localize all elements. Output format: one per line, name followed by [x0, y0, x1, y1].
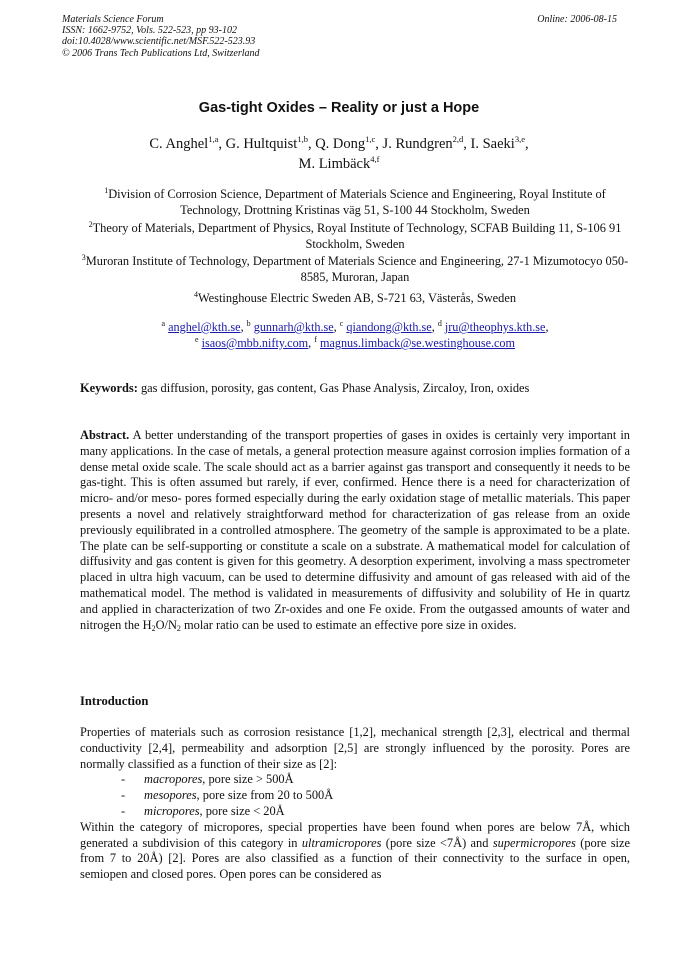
abstract-tail: molar ratio can be used to estimate an effective pore size in oxides.: [180, 617, 517, 632]
email-link-f[interactable]: magnus.limback@se.westinghouse.com: [319, 336, 516, 350]
list-item: - macropores, pore size > 500Å: [121, 772, 630, 788]
abstract: [80, 428, 630, 633]
author: Q. Dong$^{1,c}$,: [315, 134, 383, 152]
author-list: [80, 134, 598, 174]
keywords-text: gas diffusion, porosity, gas content, Gas Phase Analysis, Zircaloy, Iron, oxides: [140, 381, 530, 395]
paper-title: Gas-tight Oxides – Reality or just a Hope: [198, 100, 480, 116]
email-link-a[interactable]: anghel@kth.se: [168, 320, 241, 334]
email-link-d[interactable]: jru@theophys.kth.se: [444, 320, 546, 334]
introduction-body: [80, 725, 630, 883]
intro-paragraph: Within the category of micropores, special properties have been found when pores are below 7Å, which generated a subdivision of this category in ultramicropores (pore size <7Å) and supermicropores (pore size from 7 to 20Å) [2]. Pores are also classified as a function of their connectivity to the surface in open, semiopen and closed pores. Open pores can be considered as: [80, 819, 630, 882]
email-link-e[interactable]: isaos@mbb.nifty.com: [201, 336, 309, 350]
email-link-c[interactable]: qiandong@kth.se: [346, 320, 432, 334]
pore-class-list: [80, 772, 630, 819]
molar-ratio-formula: $H_2O/N_2$: [142, 617, 181, 633]
abstract-text: A better understanding of the transport properties of gases in oxides is certainly very important in many applications. In the case of metals, a general protection measure against corrosion implies formation of a dense metal oxide scale. The scale should act as a barrier against gas transport and consequently it needs to be gas-tight. This is often assumed but rarely, if ever, confirmed. Hence there is a need for characterization of micro- and/or meso- pores formed especially during the early oxidation stage of metallic materials. This paper presents a novel and relatively straightforward method for characterization of gas release from an oxide previously equilibrated in a controlled atmosphere. The geometry of the sample is approximated to be a plate. The plate can be self-supporting or constitute a scale on a substrate. A mathematical model for calculation of diffusivity and gas content is given for this geometry. A desorption experiment, involving a mass spectrometer placed in ultra high vacuum, can be used to determine diffusivity and amount of gas released with aid of the mathematical model. The method is validated in measurements of diffusivity and solubility of He in quartz and applied in characterization of two Zr-oxides and one Fe oxide. From the outgassed amounts of water and nitrogen the: [80, 428, 630, 632]
doi-line: doi:10.4028/www.scientific.net/MSF.522-523.93: [62, 36, 256, 48]
keywords: [80, 380, 630, 396]
author: G. Hultquist$^{1,b}$,: [225, 134, 316, 152]
email-list: $^a$ anghel@kth.se, $^b$ gunnarh@kth.se, $^c$ qiandong@kth.se, $^d$ jru@theophys.kth.se, $^e$ isaos@mbb.nifty.com, $^f$ magnus.limback@se.westinghouse.com: [161, 319, 549, 350]
intro-paragraph: Properties of materials such as corrosion resistance [1,2], mechanical strength [2,3], electrical and thermal conductivity [2,4], permeability and adsorption [2,5] are strongly influenced by the porosity. Pores are normally classified as a function of their size as [2]:: [80, 725, 630, 771]
issn-line: ISSN: 1662-9752, Vols. 522-523, pp 93-102: [62, 25, 237, 37]
author: J. Rundgren$^{2,d}$,: [382, 134, 471, 152]
author: I. Saeki$^{3,e}$,: [470, 134, 529, 152]
keywords-label: Keywords:: [80, 381, 138, 395]
list-item: - mesopores, pore size from 20 to 500Å: [121, 788, 630, 804]
affiliation: $^3$Muroran Institute of Technology, Department of Materials Science and Engineering, 27-1 Mizumotocyo 050-8585, Muroran, Japan: [81, 253, 629, 284]
abstract-label: Abstract.: [80, 428, 130, 442]
affiliation: $^2$Theory of Materials, Department of Physics, Royal Institute of Technology, SCFAB Building 11, S-106 91 Stockholm, Sweden: [88, 219, 622, 251]
affiliation: $^1$Division of Corrosion Science, Department of Materials Science and Engineering, Royal Institute of Technology, Drottning Kristinas väg 51, S-100 44 Stockholm, Sweden: [104, 186, 606, 217]
copyright-line: © 2006 Trans Tech Publications Ltd, Switzerland: [62, 47, 260, 59]
email-link-b[interactable]: gunnarh@kth.se: [253, 320, 334, 334]
journal-header: [62, 14, 617, 59]
introduction-heading: Introduction: [80, 694, 149, 708]
affiliation: $^4$Westinghouse Electric Sweden AB, S-721 63, Västerås, Sweden: [193, 290, 517, 305]
affiliation-list: [80, 186, 630, 308]
list-item: - micropores, pore size < 20Å: [121, 804, 630, 820]
journal-name: Materials Science Forum: [62, 14, 164, 25]
author: C. Anghel$^{1,a}$,: [149, 134, 226, 152]
author: M. Limbäck$^{4,f}$: [298, 154, 380, 172]
online-date: Online: 2006-08-15: [537, 14, 617, 25]
